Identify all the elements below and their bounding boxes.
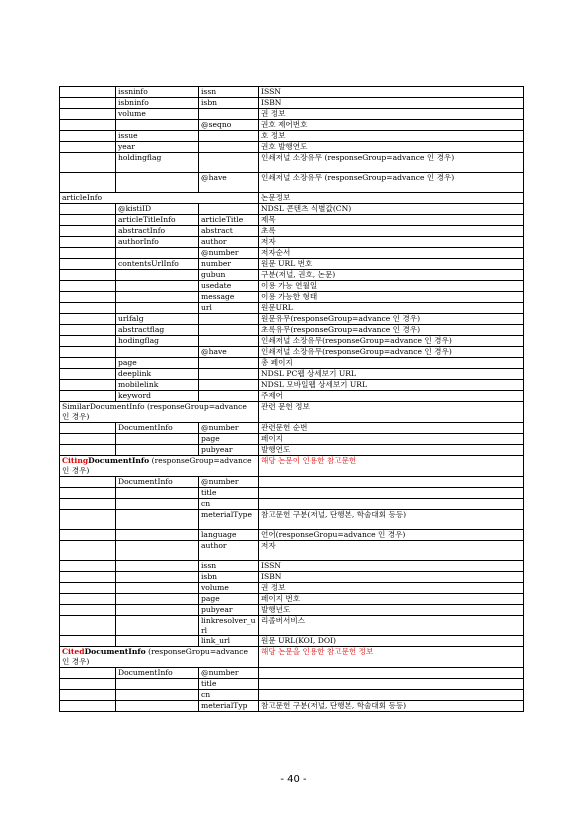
table-row <box>60 270 524 281</box>
table-row <box>60 499 524 510</box>
table-row <box>60 477 524 488</box>
level3-cell: author <box>199 237 259 248</box>
level2-cell <box>116 605 199 616</box>
level3-cell <box>199 325 259 336</box>
level2-cell <box>116 248 199 259</box>
description-cell: 논문정보 <box>259 193 524 204</box>
description-cell: ISBN <box>259 572 524 583</box>
table-row <box>60 226 524 237</box>
level3-cell <box>199 336 259 347</box>
level3-cell: volume <box>199 583 259 594</box>
level2-cell <box>116 561 199 572</box>
level3-cell <box>199 380 259 391</box>
description-cell: 초록유무(responseGroup=advance 인 경우) <box>259 325 524 336</box>
level1-cell <box>60 281 116 292</box>
description-cell: 권호 제어번호 <box>259 120 524 131</box>
table-row <box>60 358 524 369</box>
description-cell: 구분(저널, 권호, 논문) <box>259 270 524 281</box>
level3-cell: @number <box>199 423 259 434</box>
level2-cell <box>116 434 199 445</box>
level3-cell: pubyear <box>199 445 259 456</box>
level2-cell: holdingflag <box>116 153 199 173</box>
level1-cell <box>60 499 116 510</box>
level2-cell <box>116 636 199 647</box>
level3-cell: isbn <box>199 98 259 109</box>
level1-cell <box>60 668 116 679</box>
level3-cell: cn <box>199 690 259 701</box>
table-row <box>60 204 524 215</box>
table-row <box>60 336 524 347</box>
table-row <box>60 120 524 131</box>
level2-cell <box>116 594 199 605</box>
description-cell <box>259 499 524 510</box>
level2-cell <box>116 690 199 701</box>
table-row <box>60 248 524 259</box>
table-row <box>60 434 524 445</box>
section-name-cell: SimilarDocumentInfo (responseGroup=advance 인 경우) <box>60 402 259 423</box>
table-row <box>60 369 524 380</box>
description-cell: 해당 논문이 인용한 참고문헌 <box>259 456 524 477</box>
level2-cell: hodingflag <box>116 336 199 347</box>
table-row <box>60 445 524 456</box>
level1-cell <box>60 423 116 434</box>
description-cell <box>259 488 524 499</box>
level2-cell <box>116 488 199 499</box>
level1-cell <box>60 131 116 142</box>
level1-cell <box>60 583 116 594</box>
level2-cell: urlfalg <box>116 314 199 325</box>
level1-cell <box>60 153 116 173</box>
level1-cell <box>60 690 116 701</box>
level3-cell <box>199 142 259 153</box>
level2-cell <box>116 541 199 561</box>
table-row <box>60 668 524 679</box>
table-row <box>60 679 524 690</box>
level3-cell: page <box>199 594 259 605</box>
table-row <box>60 636 524 647</box>
level1-cell <box>60 303 116 314</box>
description-cell: 권 정보 <box>259 109 524 120</box>
level2-cell <box>116 270 199 281</box>
level1-cell <box>60 679 116 690</box>
table-row <box>60 347 524 358</box>
description-cell: 해당 논문을 인용한 참고문헌 정보 <box>259 647 524 668</box>
description-cell: 참고문헌 구분(저널, 단행본, 학술대회 등등) <box>259 701 524 712</box>
level1-cell <box>60 237 116 248</box>
table-row <box>60 314 524 325</box>
level1-cell <box>60 259 116 270</box>
level3-cell: title <box>199 488 259 499</box>
description-cell: 페이지 번호 <box>259 594 524 605</box>
level3-cell: linkresolver_url <box>199 616 259 636</box>
table-row <box>60 142 524 153</box>
table-row <box>60 109 524 120</box>
table-row <box>60 572 524 583</box>
description-cell: 총 페이지 <box>259 358 524 369</box>
level1-cell <box>60 120 116 131</box>
description-cell: 권호 발행연도 <box>259 142 524 153</box>
level1-cell <box>60 561 116 572</box>
table-row <box>60 456 524 477</box>
table-row <box>60 153 524 173</box>
level3-cell: issn <box>199 561 259 572</box>
level3-cell: page <box>199 434 259 445</box>
description-cell: NDSL 모바일웹 상세보기 URL <box>259 380 524 391</box>
level3-cell: @number <box>199 248 259 259</box>
level3-cell: articleTitle <box>199 215 259 226</box>
description-cell: 인쇄저널 소장유무(responseGroup=advance 인 경우) <box>259 336 524 347</box>
description-cell: 발행년도 <box>259 605 524 616</box>
level3-cell: @number <box>199 477 259 488</box>
table-row <box>60 325 524 336</box>
description-cell: 인쇄저널 소장유무 (responseGroup=advance 인 경우) <box>259 173 524 193</box>
level2-cell <box>116 679 199 690</box>
level2-cell <box>116 292 199 303</box>
description-cell: 페이지 <box>259 434 524 445</box>
level2-cell <box>116 583 199 594</box>
level2-cell <box>116 173 199 193</box>
table-row <box>60 423 524 434</box>
level2-cell: contentsUrlInfo <box>116 259 199 270</box>
level2-cell: authorInfo <box>116 237 199 248</box>
level3-cell: language <box>199 530 259 541</box>
level1-cell <box>60 336 116 347</box>
level3-cell: abstract <box>199 226 259 237</box>
level3-cell: @have <box>199 173 259 193</box>
page-number: - 40 - <box>280 774 307 785</box>
table-row <box>60 605 524 616</box>
level2-cell <box>116 572 199 583</box>
description-cell: NDSL PC웹 상세보기 URL <box>259 369 524 380</box>
section-name-cell: CitedDocumentInfo (responseGropu=advance 인 경우) <box>60 647 259 668</box>
level3-cell: link_url <box>199 636 259 647</box>
level2-cell <box>116 616 199 636</box>
description-cell: 리졸버서비스 <box>259 616 524 636</box>
level2-cell: keyword <box>116 391 199 402</box>
level2-cell: abstractInfo <box>116 226 199 237</box>
table-body <box>60 87 524 712</box>
description-cell: 이용 가능한 형태 <box>259 292 524 303</box>
table-row <box>60 583 524 594</box>
level1-cell <box>60 434 116 445</box>
description-cell <box>259 477 524 488</box>
table-row <box>60 281 524 292</box>
description-cell: 원문유무(responseGroup=advance 인 경우) <box>259 314 524 325</box>
level3-cell: isbn <box>199 572 259 583</box>
description-cell: 관련 문헌 정보 <box>259 402 524 423</box>
level3-cell: number <box>199 259 259 270</box>
description-cell: 초록 <box>259 226 524 237</box>
table-row <box>60 402 524 423</box>
level1-cell <box>60 215 116 226</box>
table-row <box>60 530 524 541</box>
level1-cell <box>60 445 116 456</box>
level1-cell <box>60 109 116 120</box>
description-cell: ISSN <box>259 87 524 98</box>
description-cell: 주제어 <box>259 391 524 402</box>
description-cell: 이용 가능 연월일 <box>259 281 524 292</box>
level1-cell <box>60 369 116 380</box>
level1-cell <box>60 380 116 391</box>
level1-cell <box>60 594 116 605</box>
level1-cell <box>60 488 116 499</box>
level2-cell: DocumentInfo <box>116 477 199 488</box>
level2-cell: DocumentInfo <box>116 668 199 679</box>
level3-cell <box>199 109 259 120</box>
table-row <box>60 510 524 530</box>
table-row <box>60 391 524 402</box>
level3-cell <box>199 314 259 325</box>
level2-cell: issue <box>116 131 199 142</box>
table-row <box>60 488 524 499</box>
level1-cell <box>60 173 116 193</box>
table-row <box>60 616 524 636</box>
level1-cell <box>60 325 116 336</box>
level1-cell <box>60 248 116 259</box>
level2-cell <box>116 347 199 358</box>
section-name-cell: articleInfo <box>60 193 259 204</box>
level2-cell: isbninfo <box>116 98 199 109</box>
level1-cell <box>60 98 116 109</box>
description-cell: 제목 <box>259 215 524 226</box>
description-cell: 원문URL <box>259 303 524 314</box>
table-row <box>60 237 524 248</box>
table-row <box>60 173 524 193</box>
description-cell: 참고문헌 구분(저널, 단행본, 학술대회 등등) <box>259 510 524 530</box>
level2-cell: abstractflag <box>116 325 199 336</box>
level3-cell: @have <box>199 347 259 358</box>
level2-cell: mobilelink <box>116 380 199 391</box>
level3-cell: meterialType <box>199 510 259 530</box>
level3-cell: meterialTyp <box>199 701 259 712</box>
description-cell: 관련문헌 순번 <box>259 423 524 434</box>
level2-cell <box>116 281 199 292</box>
level3-cell: @number <box>199 668 259 679</box>
description-cell: 호 정보 <box>259 131 524 142</box>
level1-cell <box>60 572 116 583</box>
level3-cell <box>199 131 259 142</box>
section-name-cell: CitingDocumentInfo (responseGroup=advance 인 경우) <box>60 456 259 477</box>
level1-cell <box>60 270 116 281</box>
description-cell: 원문 URL 번호 <box>259 259 524 270</box>
level1-cell <box>60 477 116 488</box>
table-row <box>60 98 524 109</box>
level2-cell: volume <box>116 109 199 120</box>
level3-cell: issn <box>199 87 259 98</box>
table-row <box>60 303 524 314</box>
description-cell: 언어(responseGropu=advance 인 경우) <box>259 530 524 541</box>
description-cell: NDSL 콘텐츠 식별값(CN) <box>259 204 524 215</box>
level2-cell: year <box>116 142 199 153</box>
level2-cell: deeplink <box>116 369 199 380</box>
table-row <box>60 215 524 226</box>
level3-cell <box>199 358 259 369</box>
table-row <box>60 690 524 701</box>
level2-cell: page <box>116 358 199 369</box>
level1-cell <box>60 204 116 215</box>
level1-cell <box>60 701 116 712</box>
level3-cell <box>199 204 259 215</box>
level2-cell <box>116 303 199 314</box>
level3-cell: pubyear <box>199 605 259 616</box>
level1-cell <box>60 541 116 561</box>
level1-cell <box>60 636 116 647</box>
document-table <box>59 86 524 712</box>
description-cell: 인쇄저널 소장유무 (responseGroup=advance 인 경우) <box>259 153 524 173</box>
level1-cell <box>60 391 116 402</box>
level1-cell <box>60 314 116 325</box>
level1-cell <box>60 510 116 530</box>
level2-cell <box>116 499 199 510</box>
level3-cell: title <box>199 679 259 690</box>
description-cell: 저자순서 <box>259 248 524 259</box>
level1-cell <box>60 292 116 303</box>
level2-cell: issninfo <box>116 87 199 98</box>
description-cell: 권 정보 <box>259 583 524 594</box>
level3-cell <box>199 391 259 402</box>
description-cell <box>259 668 524 679</box>
level1-cell <box>60 347 116 358</box>
level2-cell <box>116 445 199 456</box>
table-row <box>60 380 524 391</box>
level1-cell <box>60 605 116 616</box>
table-row <box>60 561 524 572</box>
description-cell: ISSN <box>259 561 524 572</box>
description-cell: 원문 URL(KOI, DOI) <box>259 636 524 647</box>
description-cell <box>259 679 524 690</box>
table-row <box>60 541 524 561</box>
level2-cell <box>116 701 199 712</box>
level1-cell <box>60 358 116 369</box>
table-row <box>60 701 524 712</box>
level3-cell <box>199 369 259 380</box>
level3-cell: author <box>199 541 259 561</box>
level3-cell: @seqno <box>199 120 259 131</box>
level1-cell <box>60 616 116 636</box>
table-row <box>60 87 524 98</box>
level3-cell: usedate <box>199 281 259 292</box>
level3-cell: gubun <box>199 270 259 281</box>
level2-cell <box>116 530 199 541</box>
table-row <box>60 594 524 605</box>
level2-cell: DocumentInfo <box>116 423 199 434</box>
description-cell: ISBN <box>259 98 524 109</box>
description-cell: 발행연도 <box>259 445 524 456</box>
table-row <box>60 647 524 668</box>
level2-cell <box>116 510 199 530</box>
level2-cell: @kistiID <box>116 204 199 215</box>
table-row <box>60 259 524 270</box>
description-cell: 저자 <box>259 237 524 248</box>
table-row <box>60 292 524 303</box>
level1-cell <box>60 530 116 541</box>
level2-cell <box>116 120 199 131</box>
description-cell <box>259 690 524 701</box>
level1-cell <box>60 142 116 153</box>
description-cell: 저자 <box>259 541 524 561</box>
description-cell: 인쇄저널 소장유무(responseGroup=advance 인 경우) <box>259 347 524 358</box>
table-row <box>60 131 524 142</box>
level1-cell <box>60 87 116 98</box>
level3-cell <box>199 153 259 173</box>
table-row <box>60 193 524 204</box>
level3-cell: url <box>199 303 259 314</box>
level2-cell: articleTitleInfo <box>116 215 199 226</box>
level3-cell: message <box>199 292 259 303</box>
level3-cell: cn <box>199 499 259 510</box>
level1-cell <box>60 226 116 237</box>
